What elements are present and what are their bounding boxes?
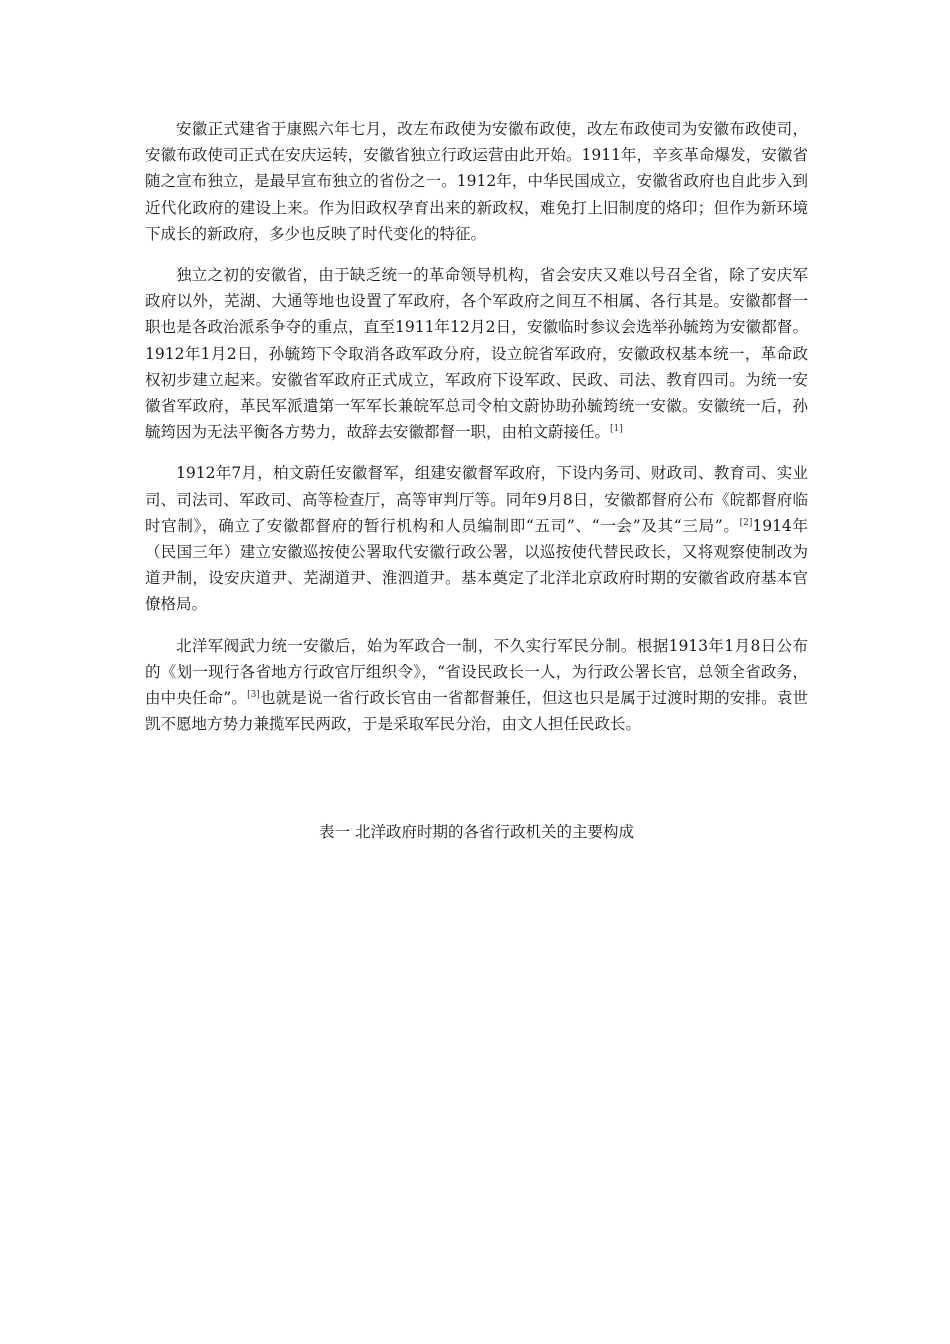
footnote-ref-2[interactable]: [2] — [739, 517, 753, 528]
table-caption: 表一 北洋政府时期的各省行政机关的主要构成 — [319, 823, 634, 841]
footnote-ref-3[interactable]: [3] — [247, 689, 260, 700]
paragraph-1 — [145, 116, 808, 247]
paragraph-text: 1912年7月，柏文蔚任安徽督军，组建安徽督军政府，下设内务司、财政司、教育司、实业司、司法司、军政司、高等检查厅，高等审判厅等。同年9月8日，安徽都督府公布《皖都督府临时官制》，确立了安徽都督府的暂行机构和人员编制即“五司”、“一会”及其“三局”。 — [145, 464, 808, 535]
paragraph-text: 安徽正式建省于康熙六年七月，改左布政使为安徽布政使，改左布政使司为安徽布政使司，安徽布政使司正式在安庆运转，安徽省独立行政运营由此开始。1911年，辛亥革命爆发，安徽省随之宣布独立，是最早宣布独立的省份之一。1912年，中华民国成立，安徽省政府也自此步入到近代化政府的建设上来。作为旧政权孕育出来的新政权，难免打上旧制度的烙印；但作为新环境下成长的新政府，多少也反映了时代变化的特征。 — [145, 120, 808, 243]
paragraph-3 — [145, 460, 808, 617]
paragraph-4 — [145, 633, 808, 738]
paragraph-text: 独立之初的安徽省，由于缺乏统一的革命领导机构，省会安庆又难以号召全省，除了安庆军政府以外，芜湖、大通等地也设置了军政府，各个军政府之间互不相属、各行其是。安徽都督一职也是各政治派系争夺的重点，直至1911年12月2日，安徽临时参议会选举孙毓筠为安徽都督。1912年1月2日，孙毓筠下令取消各政军政分府，设立皖省军政府，安徽政权基本统一，革命政权初步建立起来。安徽省军政府正式成立，军政府下设军政、民政、司法、教育四司。为统一安徽省军政府，革民军派遣第一军军长兼皖军总司令柏文蔚协助孙毓筠统一安徽。安徽统一后，孙毓筠因为无法平衡各方势力，故辞去安徽都督一职，由柏文蔚接任。 — [145, 266, 808, 442]
paragraph-text: 也就是说一省行政长官由一省都督兼任，但这也只是属于过渡时期的安排。袁世凯不愿地方势力兼揽军民两政，于是采取军民分治，由文人担任民政长。 — [145, 689, 808, 734]
paragraph-2 — [145, 262, 808, 445]
paragraph-text: 1914年（民国三年）建立安徽巡按使公署取代安徽行政公署，以巡按使代替民政长，又将观察使制改为道尹制，设安庆道尹、芜湖道尹、淮泗道尹。基本奠定了北洋北京政府时期的安徽省政府基本官僚格局。 — [145, 516, 808, 614]
document-body — [145, 116, 808, 752]
paragraph-text: 北洋军阀武力统一安徽后，始为军政合一制，不久实行军民分制。根据1913年1月8日公布的《划一现行各省地方行政官厅组织令》，“省设民政长一人，为行政公署长官，总领全省政务，由中央任命”。 — [145, 636, 808, 708]
footnote-ref-1[interactable]: [1] — [610, 424, 623, 435]
